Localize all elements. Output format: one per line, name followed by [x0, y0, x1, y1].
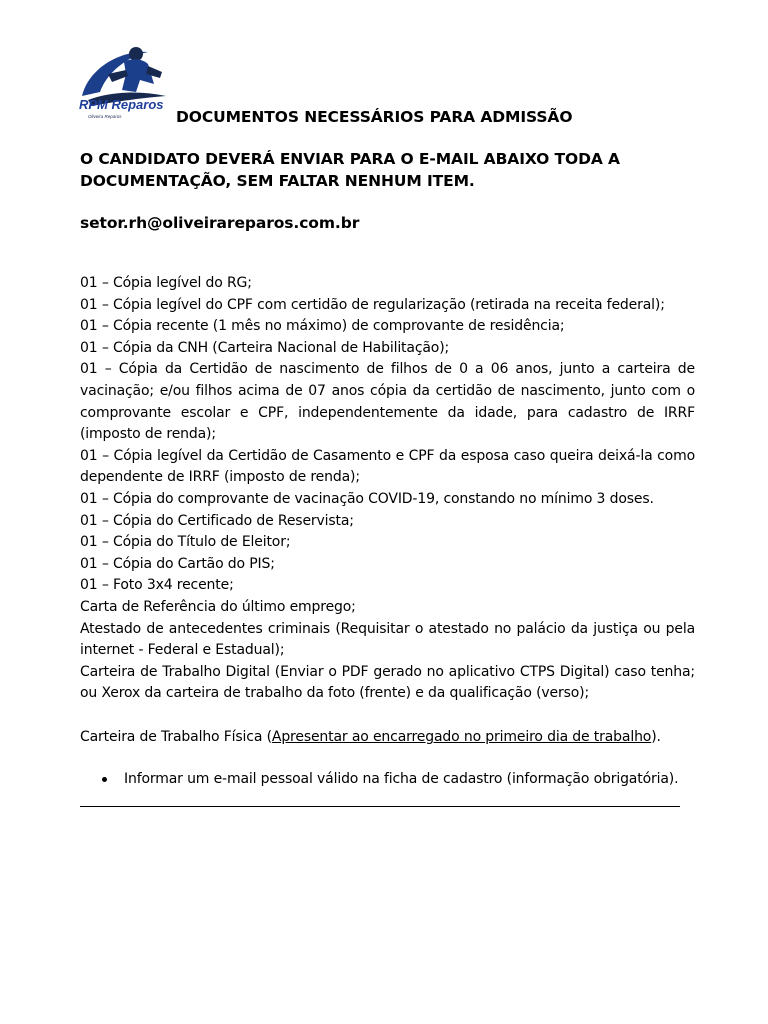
bullet-text: Informar um e-mail pessoal válido na ficha de cadastro (informação obrigatória).	[124, 771, 679, 787]
list-item: 01 – Cópia recente (1 mês no máximo) de comprovante de residência;	[80, 318, 565, 335]
list-item: Atestado de antecedentes criminais (Requisitar o atestado no palácio da justiça ou pela internet - Federal e Estadual);	[80, 620, 695, 659]
physical-note-suffix: ).	[651, 729, 661, 745]
rpm-reparos-logo-icon	[78, 40, 170, 122]
list-item: 01 – Cópia legível da Certidão de Casamento e CPF da esposa caso queira deixá-la como dependente de IRRF (imposto de renda);	[80, 447, 695, 486]
list-item: 01 – Cópia da CNH (Carteira Nacional de Habilitação);	[80, 339, 450, 356]
logo-brand-text: RPM Reparos	[79, 97, 164, 112]
list-item: 01 – Cópia da Certidão de nascimento de filhos de 0 a 06 anos, junto a carteira de vacinação; e/ou filhos acima de 07 anos cópia da certidão de nascimento, junto com o comprovante escolar e CPF, independentemente da idade, para cadastro de IRRF (imposto de renda);	[80, 361, 695, 443]
list-item: 01 – Cópia do comprovante de vacinação COVID-19, constando no mínimo 3 doses.	[80, 490, 654, 507]
bullet-icon	[102, 777, 107, 782]
list-item: 01 – Cópia do Cartão do PIS;	[80, 555, 275, 572]
document-list	[80, 273, 695, 705]
company-logo	[78, 40, 170, 122]
list-item: Carta de Referência do último emprego;	[80, 598, 356, 615]
separator-line	[80, 806, 680, 807]
intro-instruction: O CANDIDATO DEVERÁ ENVIAR PARA O E-MAIL ABAIXO TODA A DOCUMENTAÇÃO, SEM FALTAR NENHUM ITEM.	[80, 150, 620, 190]
list-item: Carteira de Trabalho Digital (Enviar o PDF gerado no aplicativo CTPS Digital) caso tenha; ou Xerox da carteira de trabalho da foto (frente) e da qualificação (verso);	[80, 663, 695, 702]
physical-work-card-note	[80, 727, 700, 749]
physical-note-underlined: Apresentar ao encarregado no primeiro dia de trabalho	[271, 729, 652, 745]
page-title: DOCUMENTOS NECESSÁRIOS PARA ADMISSÃO	[176, 108, 573, 126]
physical-note-prefix: Carteira de Trabalho Física (	[80, 729, 272, 745]
list-item: 01 – Foto 3x4 recente;	[80, 577, 234, 594]
list-item: 01 – Cópia legível do CPF com certidão de regularização (retirada na receita federal);	[80, 296, 665, 313]
logo-sub-text: Oliveira Reparos	[88, 114, 122, 119]
list-item: 01 – Cópia do Certificado de Reservista;	[80, 512, 354, 529]
list-item: 01 – Cópia do Título de Eleitor;	[80, 534, 291, 551]
list-item: 01 – Cópia legível do RG;	[80, 275, 252, 291]
contact-email: setor.rh@oliveirareparos.com.br	[80, 214, 360, 232]
